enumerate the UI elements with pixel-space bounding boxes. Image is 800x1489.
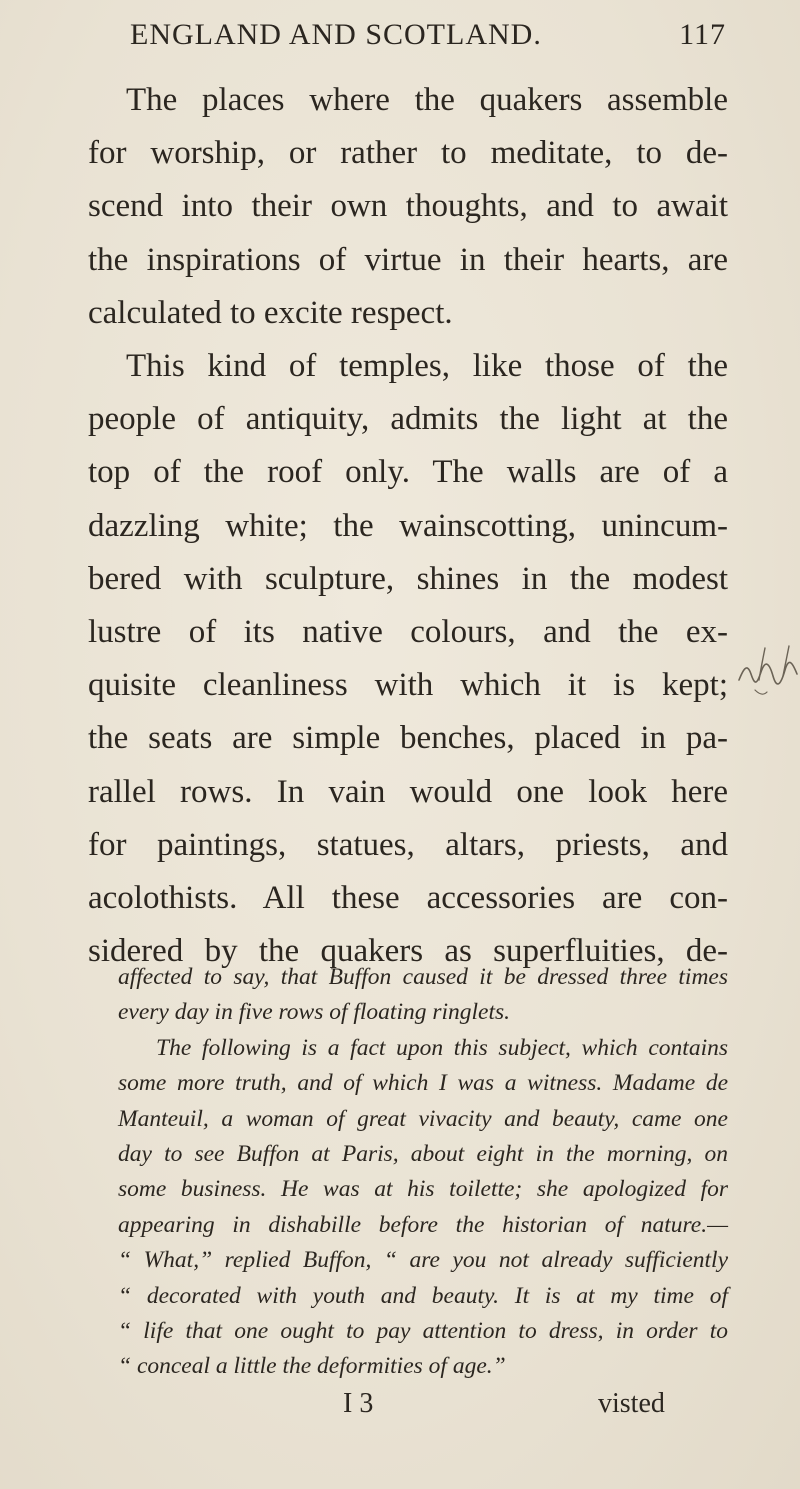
- text-line: the inspirations of virtue in their hearts, are: [88, 241, 728, 278]
- note-line: “ life that one ought to pay attention to dress, in order to: [118, 1318, 728, 1345]
- text-line: The places where the quakers assemble: [126, 82, 728, 118]
- note-line: day to see Buffon at Paris, about eight in the morning, on: [118, 1141, 728, 1168]
- text-line: scend into their own thoughts, and to await: [88, 188, 728, 225]
- footnote-text: [118, 960, 728, 1385]
- note-line: affected to say, that Buffon caused it be dressed three times: [118, 964, 728, 990]
- page-footer: [118, 1388, 728, 1428]
- note-line: “ conceal a little the deformities of age.”: [118, 1353, 506, 1380]
- handwriting-stroke: [755, 690, 767, 694]
- text-line: lustre of its native colours, and the ex-: [88, 614, 728, 651]
- text-line: calculated to excite respect.: [88, 294, 453, 331]
- note-line: “ What,” replied Buffon, “ are you not already sufficiently: [118, 1247, 728, 1274]
- note-line: appearing in dishabille before the historian of nature.—: [118, 1211, 728, 1238]
- main-text: [88, 74, 728, 978]
- note-line: some business. He was at his toilette; she apologized for: [118, 1176, 728, 1203]
- signature-mark: I 3: [343, 1388, 374, 1419]
- note-line: “ decorated with youth and beauty. It is at my time of: [118, 1282, 728, 1309]
- note-line: The following is a fact upon this subject, which contains: [156, 1034, 728, 1061]
- handwriting-stroke: [739, 662, 797, 683]
- note-line: Manteuil, a woman of great vivacity and beauty, came one: [118, 1105, 728, 1132]
- running-header: [130, 18, 730, 62]
- running-title: ENGLAND AND SCOTLAND.: [130, 18, 542, 51]
- text-line: acolothists. All these accessories are con-: [88, 880, 728, 917]
- text-line: people of antiquity, admits the light at the: [88, 401, 728, 438]
- note-line: some more truth, and of which I was a witness. Madame de: [118, 1070, 728, 1097]
- handwriting-stroke: [759, 648, 765, 680]
- text-line: dazzling white; the wainscotting, unincum-: [88, 507, 728, 544]
- page-number: 117: [679, 18, 726, 51]
- handwriting-stroke: [783, 646, 789, 676]
- text-line: rallel rows. In vain would one look here: [88, 773, 728, 810]
- handwritten-annotation: [735, 640, 800, 700]
- text-line: for worship, or rather to meditate, to de-: [88, 135, 728, 172]
- note-line: every day in five rows of floating ringlets.: [118, 999, 511, 1026]
- text-line: This kind of temples, like those of the: [126, 348, 728, 385]
- text-line: top of the roof only. The walls are of a: [88, 454, 728, 491]
- text-line: the seats are simple benches, placed in pa-: [88, 720, 728, 757]
- text-line: for paintings, statues, altars, priests, and: [88, 826, 728, 863]
- text-line: quisite cleanliness with which it is kept;: [88, 667, 728, 704]
- catchword: visted: [598, 1388, 665, 1419]
- text-line: bered with sculpture, shines in the modest: [88, 560, 728, 597]
- text-line: sidered by the quakers as superfluities, de-: [88, 933, 728, 970]
